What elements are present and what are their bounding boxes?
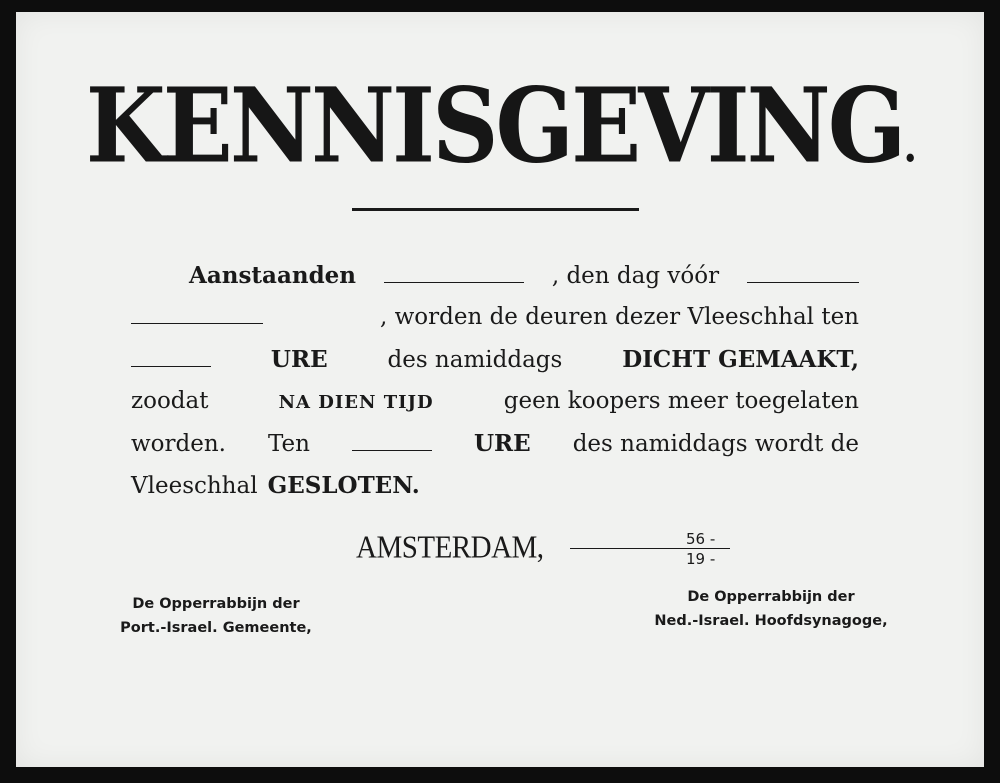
text-ure-2: URE <box>473 430 531 457</box>
notice-line-5 <box>131 430 859 472</box>
notice-line-6 <box>131 472 859 514</box>
signature-portuguese <box>86 592 346 640</box>
text-na-dien-tijd: NA DIEN TIJD <box>278 392 434 413</box>
signature-right-community: Ned.-Israel. Hoofdsynagoge, <box>654 613 888 629</box>
place-date-row <box>356 530 776 580</box>
notice-line-2 <box>131 304 859 346</box>
notice-line-3 <box>131 346 859 388</box>
date-year-hebrew: 56 - <box>686 530 716 548</box>
signature-right-title: De Opperrabbijn der <box>687 589 855 605</box>
text-worden: worden. <box>131 431 226 457</box>
text-des-namiddags: des namiddags <box>387 347 563 373</box>
signature-left-community: Port.-Israel. Gemeente, <box>120 620 312 636</box>
notice-line-1 <box>131 262 859 304</box>
date-blank <box>570 548 730 549</box>
text-zoodat: zoodat <box>131 388 209 414</box>
blank-hour-shut <box>352 450 432 451</box>
blank-hour-close <box>131 366 211 367</box>
signature-left-title: De Opperrabbijn der <box>132 596 300 612</box>
blank-date <box>384 282 524 283</box>
text-vleeschhal: Vleeschhal <box>131 473 258 499</box>
poster-sheet <box>16 12 984 767</box>
poster-title <box>16 65 984 186</box>
text-dicht-gemaakt: DICHT GEMAAKT, <box>622 346 859 373</box>
blank-day-before <box>747 282 859 283</box>
text-aanstaanden: Aanstaanden <box>189 262 357 289</box>
notice-line-4 <box>131 388 859 430</box>
blank-day-before-cont <box>131 323 263 324</box>
title-period: . <box>903 119 915 173</box>
date-year-gregorian: 19 - <box>686 550 716 568</box>
signature-ashkenazi <box>636 585 906 633</box>
text-ten: Ten <box>268 431 310 457</box>
text-gesloten: GESLOTEN. <box>267 472 420 499</box>
notice-body <box>131 262 859 514</box>
title-divider <box>352 208 639 211</box>
place-name: AMSTERDAM, <box>356 530 544 566</box>
text-worden-de-deuren: , worden de deuren dezer Vleeschhal ten <box>379 304 859 330</box>
text-den-dag-voor: , den dag vóór <box>551 263 720 289</box>
text-geen-koopers: geen koopers meer toegelaten <box>503 388 859 414</box>
text-des-namiddags-wordt: des namiddags wordt de <box>572 431 859 457</box>
text-ure: URE <box>270 346 328 373</box>
title-text: KENNISGEVING <box>85 65 904 186</box>
